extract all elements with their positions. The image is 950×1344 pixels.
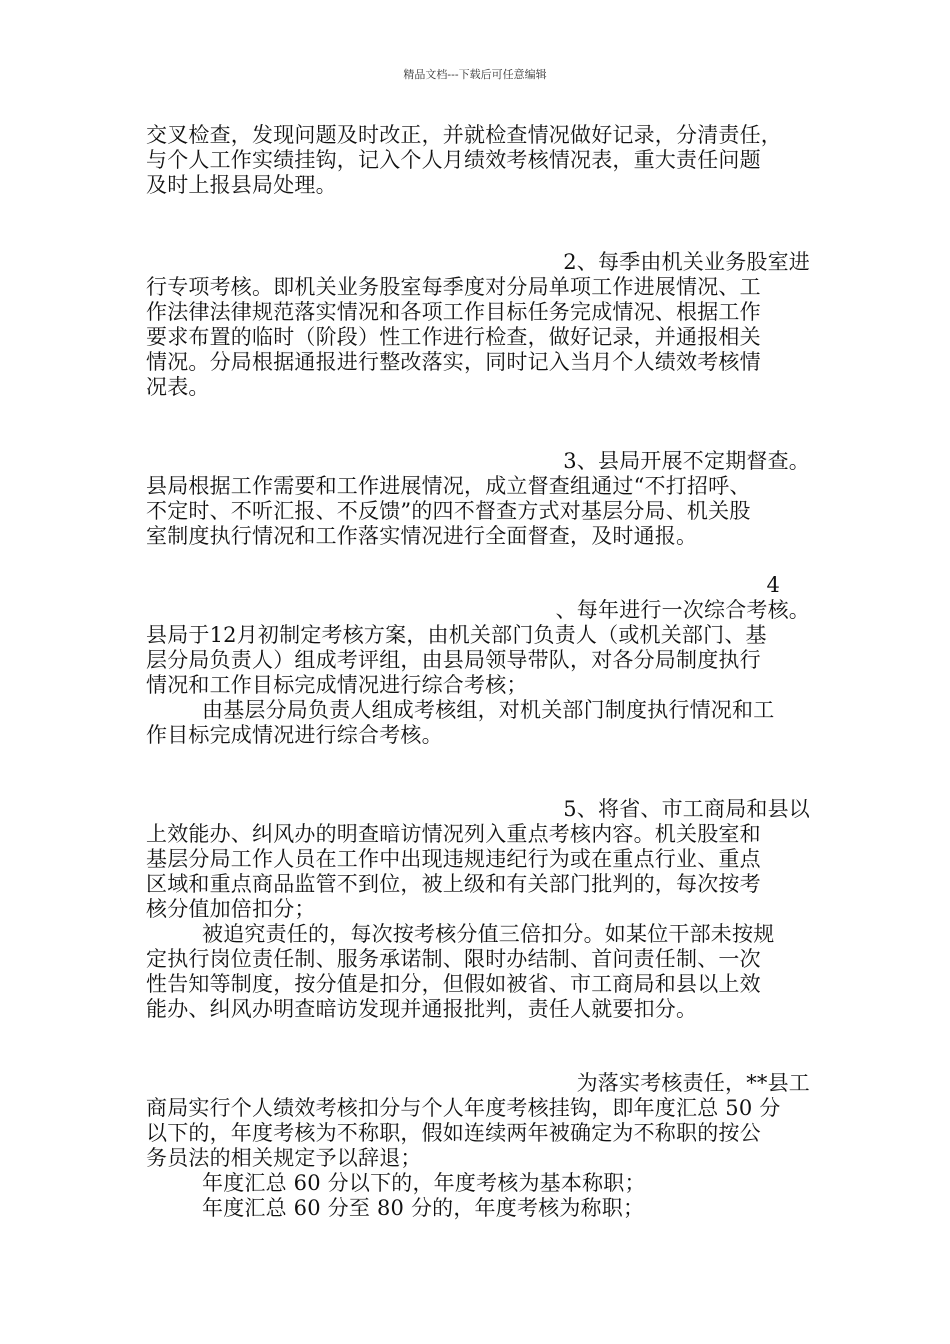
paragraph-block <box>146 449 810 549</box>
text-line: 室制度执行情况和工作落实情况进行全面督查，及时通报。 <box>146 524 698 548</box>
paragraph-block <box>146 797 810 1022</box>
paragraph-block <box>146 250 810 400</box>
section-heading: 5、将省、市工商局和县以 <box>563 797 810 821</box>
section-heading: 2、每季由机关业务股室进 <box>563 250 810 274</box>
text-line: 性告知等制度，按分值是扣分，但假如被省、市工商局和县以上效 <box>146 972 761 996</box>
text-line: 年度汇总 60 分至 80 分的，年度考核为称职； <box>202 1196 645 1220</box>
text-line: 及时上报县局处理。 <box>146 173 337 197</box>
text-line: 由基层分局负责人组成考核组，对机关部门制度执行情况和工 <box>202 698 775 722</box>
page-header: 精品文档---下载后可任意编辑 <box>403 68 547 81</box>
text-line: 年度汇总 60 分以下的，年度考核为基本称职； <box>202 1171 646 1195</box>
text-line: 区域和重点商品监管不到位，被上级和有关部门批判的，每次按考 <box>146 872 761 896</box>
paragraph-block <box>146 573 810 748</box>
section-heading: 、每年进行一次综合考核。 <box>555 598 810 622</box>
text-line: 上效能办、纠风办的明查暗访情况列入重点考核内容。机关股室和 <box>146 822 761 846</box>
text-line: 情况和工作目标完成情况进行综合考核； <box>146 673 528 697</box>
text-line: 县局于12月初制定考核方案，由机关部门负责人（或机关部门、基 <box>146 623 767 647</box>
text-line: 情况。分局根据通报进行整改落实，同时记入当月个人绩效考核情 <box>146 350 761 374</box>
section-heading: 3、县局开展不定期督查。 <box>563 449 810 473</box>
text-line: 被追究责任的，每次按考核分值三倍扣分。如某位干部未按规 <box>202 922 775 946</box>
text-line: 务员法的相关规定予以辞退； <box>146 1146 422 1170</box>
text-line: 要求布置的临时（阶段）性工作进行检查，做好记录，并通报相关 <box>146 325 761 349</box>
text-line: 基层分局工作人员在工作中出现违规违纪行为或在重点行业、重点 <box>146 847 761 871</box>
text-line: 作法律法律规范落实情况和各项工作目标任务完成情况、根据工作 <box>146 300 761 324</box>
section-heading: 为落实考核责任，**县工 <box>576 1071 810 1095</box>
text-line: 作目标完成情况进行综合考核。 <box>146 723 443 747</box>
text-line: 况表。 <box>146 375 210 399</box>
text-line: 与个人工作实绩挂钩，记入个人月绩效考核情况表，重大责任问题 <box>146 148 761 172</box>
paragraph-block <box>146 123 810 198</box>
text-line: 以下的，年度考核为不称职，假如连续两年被确定为不称职的按公 <box>146 1121 761 1145</box>
text-line: 定执行岗位责任制、服务承诺制、限时办结制、首问责任制、一次 <box>146 947 761 971</box>
text-line: 县局根据工作需要和工作进展情况，成立督查组通过“不打招呼、 <box>146 474 751 498</box>
text-line: 核分值加倍扣分； <box>146 897 316 921</box>
text-line: 能办、纠风办明查暗访发现并通报批判，责任人就要扣分。 <box>146 997 698 1021</box>
text-line: 交叉检查，发现问题及时改正，并就检查情况做好记录，分清责任， <box>146 123 782 147</box>
text-line: 层分局负责人）组成考评组，由县局领导带队，对各分局制度执行 <box>146 648 761 672</box>
text-line: 不定时、不听汇报、不反馈”的四不督查方式对基层分局、机关股 <box>146 499 751 523</box>
text-line: 行专项考核。即机关业务股室每季度对分局单项工作进展情况、工 <box>146 275 761 299</box>
section-number: 4 <box>766 573 780 597</box>
text-line: 商局实行个人绩效考核扣分与个人年度考核挂钩，即年度汇总 50 分 <box>146 1096 781 1120</box>
paragraph-block <box>146 1071 810 1221</box>
